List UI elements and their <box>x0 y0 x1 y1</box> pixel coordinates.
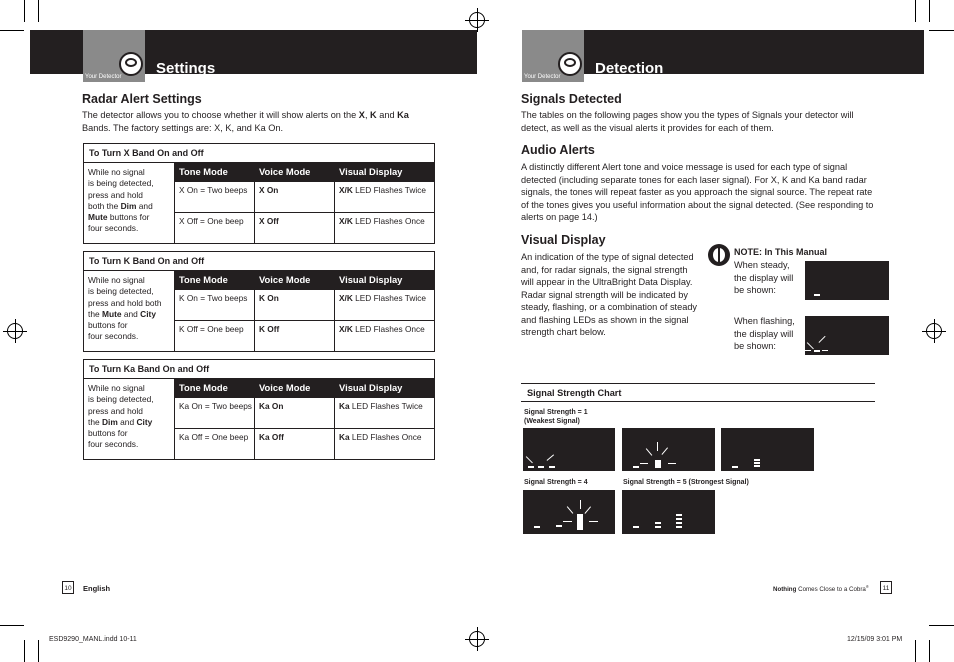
steady-display <box>805 261 889 300</box>
crop-mark <box>38 0 39 22</box>
table-title: To Turn X Band On and Off <box>84 144 434 163</box>
detector-icon <box>558 52 582 76</box>
page-number: 10 <box>62 581 74 594</box>
section-heading: Signals Detected <box>521 92 622 106</box>
led-segment <box>676 518 682 520</box>
flash-ray <box>819 336 826 343</box>
table-cell: Ka LED Flashes Once <box>335 428 434 459</box>
led-segment <box>814 350 820 352</box>
left-section-tab <box>83 30 145 82</box>
k-band-table <box>83 251 435 352</box>
flash-ray <box>668 463 676 464</box>
table-cell: K Off <box>255 320 335 351</box>
crop-mark <box>915 0 916 22</box>
detector-icon <box>119 52 143 76</box>
note-title: NOTE: In This Manual <box>734 247 828 257</box>
table-cell: K On = Two beeps <box>175 289 255 320</box>
column-header-visual: Visual Display <box>335 271 434 289</box>
table-title: To Turn K Band On and Off <box>84 252 434 271</box>
led-segment <box>655 460 661 468</box>
led-segment <box>754 465 760 467</box>
table-cell: Ka Off <box>255 428 335 459</box>
note-icon <box>708 244 730 266</box>
table-cell: X/K LED Flashes Once <box>335 320 434 351</box>
led-segment <box>754 462 760 464</box>
led-segment <box>633 466 639 468</box>
page-number: 11 <box>880 581 892 594</box>
table-cell: Ka LED Flashes Twice <box>335 397 434 428</box>
table-cell: X Off = One beep <box>175 212 255 243</box>
table-cell: Ka Off = One beep <box>175 428 255 459</box>
flash-ray <box>580 500 581 509</box>
slug-file: ESD9290_MANL.indd 10-11 <box>49 636 137 643</box>
x-band-table <box>83 143 435 244</box>
note-steady-text: When steady, the display will be shown: <box>734 260 794 295</box>
page-title: Settings <box>156 60 216 77</box>
tab-label: Your Detector <box>524 74 561 80</box>
led-segment <box>676 522 682 524</box>
led-segment <box>538 466 544 468</box>
footer-language: English <box>83 584 111 593</box>
crop-mark <box>929 0 930 22</box>
column-header-tone: Tone Mode <box>175 163 255 181</box>
led-segment <box>577 514 583 530</box>
table-instructions: While no signal is being detected, press and hold the Dim and City buttons for four seconds. <box>84 379 175 459</box>
table-cell: X/K LED Flashes Twice <box>335 289 434 320</box>
strength-5-display <box>622 490 715 534</box>
audio-paragraph: A distinctly different Alert tone and voice message is used for each type of signal detected (including separate tones for each laser signal). For X, K and Ka band radar signals, the tones will repeat faster as you approach the signal source. The repeat rate of the tones gives you useful information about the signal detected. (See responding to alerts on page 14.) <box>521 162 874 222</box>
intro-paragraph: The detector allows you to choose whether it will show alerts on the X, K and Ka Bands. The factory settings are: X, K, and Ka On. <box>82 110 409 133</box>
flash-ray <box>645 448 652 456</box>
strength-4-label: Signal Strength = 4 <box>524 479 588 486</box>
column-header-voice: Voice Mode <box>255 271 335 289</box>
flash-ray <box>526 456 533 463</box>
strength-2-display <box>622 428 715 471</box>
led-segment <box>676 514 682 516</box>
crop-mark <box>929 640 930 662</box>
flashing-display <box>805 316 889 355</box>
table-instructions: While no signal is being detected, press and hold both the Dim and Mute buttons for four seconds. <box>84 163 175 243</box>
flash-ray <box>563 521 572 522</box>
led-segment <box>549 466 555 468</box>
table-title: To Turn Ka Band On and Off <box>84 360 434 379</box>
strength-5-label: Signal Strength = 5 (Strongest Signal) <box>623 479 749 486</box>
visual-paragraph: An indication of the type of signal detected and, for radar signals, the signal strength will appear in the UltraBright Data Display. Radar signal strength will be indicated by steady, flashing, or a combination of steady and flashing LEDs as shown in the signal strength chart below. <box>521 252 698 337</box>
table-cell: X On <box>255 181 335 212</box>
right-section-tab <box>522 30 584 82</box>
registration-mark-icon <box>469 631 485 647</box>
crop-mark <box>0 625 24 626</box>
crop-mark <box>915 640 916 662</box>
flash-ray <box>807 342 814 349</box>
note-flashing-text: When flashing, the display will be shown: <box>734 316 795 351</box>
slug-date: 12/15/09 3:01 PM <box>847 636 903 643</box>
column-header-visual: Visual Display <box>335 163 434 181</box>
column-header-tone: Tone Mode <box>175 271 255 289</box>
flash-ray <box>566 506 573 514</box>
table-cell: Ka On = Two beeps <box>175 397 255 428</box>
table-cell: X Off <box>255 212 335 243</box>
flash-ray <box>640 463 648 464</box>
footer-tagline: Nothing Comes Close to a Cobra® <box>773 584 869 594</box>
column-header-visual: Visual Display <box>335 379 434 397</box>
led-segment <box>676 526 682 528</box>
led-segment <box>754 459 760 461</box>
ka-band-table <box>83 359 435 460</box>
led-segment <box>556 525 562 527</box>
strength-1-display <box>523 428 615 471</box>
crop-mark <box>24 0 25 22</box>
flash-ray <box>584 506 591 514</box>
flash-ray <box>822 350 828 351</box>
section-heading: Audio Alerts <box>521 143 595 157</box>
led-segment <box>534 526 540 528</box>
strength-4-display <box>523 490 615 534</box>
column-header-voice: Voice Mode <box>255 379 335 397</box>
flash-ray <box>805 350 811 351</box>
flash-ray <box>589 521 598 522</box>
registration-mark-icon <box>469 12 485 28</box>
section-heading: Visual Display <box>521 233 606 247</box>
table-cell: K Off = One beep <box>175 320 255 351</box>
flash-ray <box>661 447 668 455</box>
column-header-voice: Voice Mode <box>255 163 335 181</box>
table-cell: X/K LED Flashes Twice <box>335 181 434 212</box>
table-cell: X/K LED Flashes Once <box>335 212 434 243</box>
chart-title: Signal Strength Chart <box>521 383 875 402</box>
crop-mark <box>929 625 954 626</box>
tab-label: Your Detector <box>85 74 122 80</box>
page-title: Detection <box>595 60 664 77</box>
flash-ray <box>657 442 658 451</box>
table-cell: K On <box>255 289 335 320</box>
crop-mark <box>929 30 954 31</box>
crop-mark <box>38 640 39 662</box>
strength-1-label: Signal Strength = 1 (Weakest Signal) <box>524 409 588 425</box>
led-segment <box>732 466 738 468</box>
strength-3-display <box>721 428 814 471</box>
crop-mark <box>0 30 24 31</box>
signals-paragraph: The tables on the following pages show you the types of Signals your detector will detect, as well as the visual alerts it provides for each of them. <box>521 110 854 133</box>
crop-mark <box>24 640 25 662</box>
flash-ray <box>547 454 555 461</box>
registration-mark-icon <box>7 323 23 339</box>
led-segment <box>528 466 534 468</box>
table-instructions: While no signal is being detected, press and hold both the Mute and City buttons for four seconds. <box>84 271 175 351</box>
led-segment <box>814 294 820 296</box>
column-header-tone: Tone Mode <box>175 379 255 397</box>
led-segment <box>655 522 661 524</box>
table-cell: Ka On <box>255 397 335 428</box>
led-segment <box>655 526 661 528</box>
registration-mark-icon <box>926 323 942 339</box>
section-heading: Radar Alert Settings <box>82 92 202 106</box>
led-segment <box>633 526 639 528</box>
table-cell: X On = Two beeps <box>175 181 255 212</box>
